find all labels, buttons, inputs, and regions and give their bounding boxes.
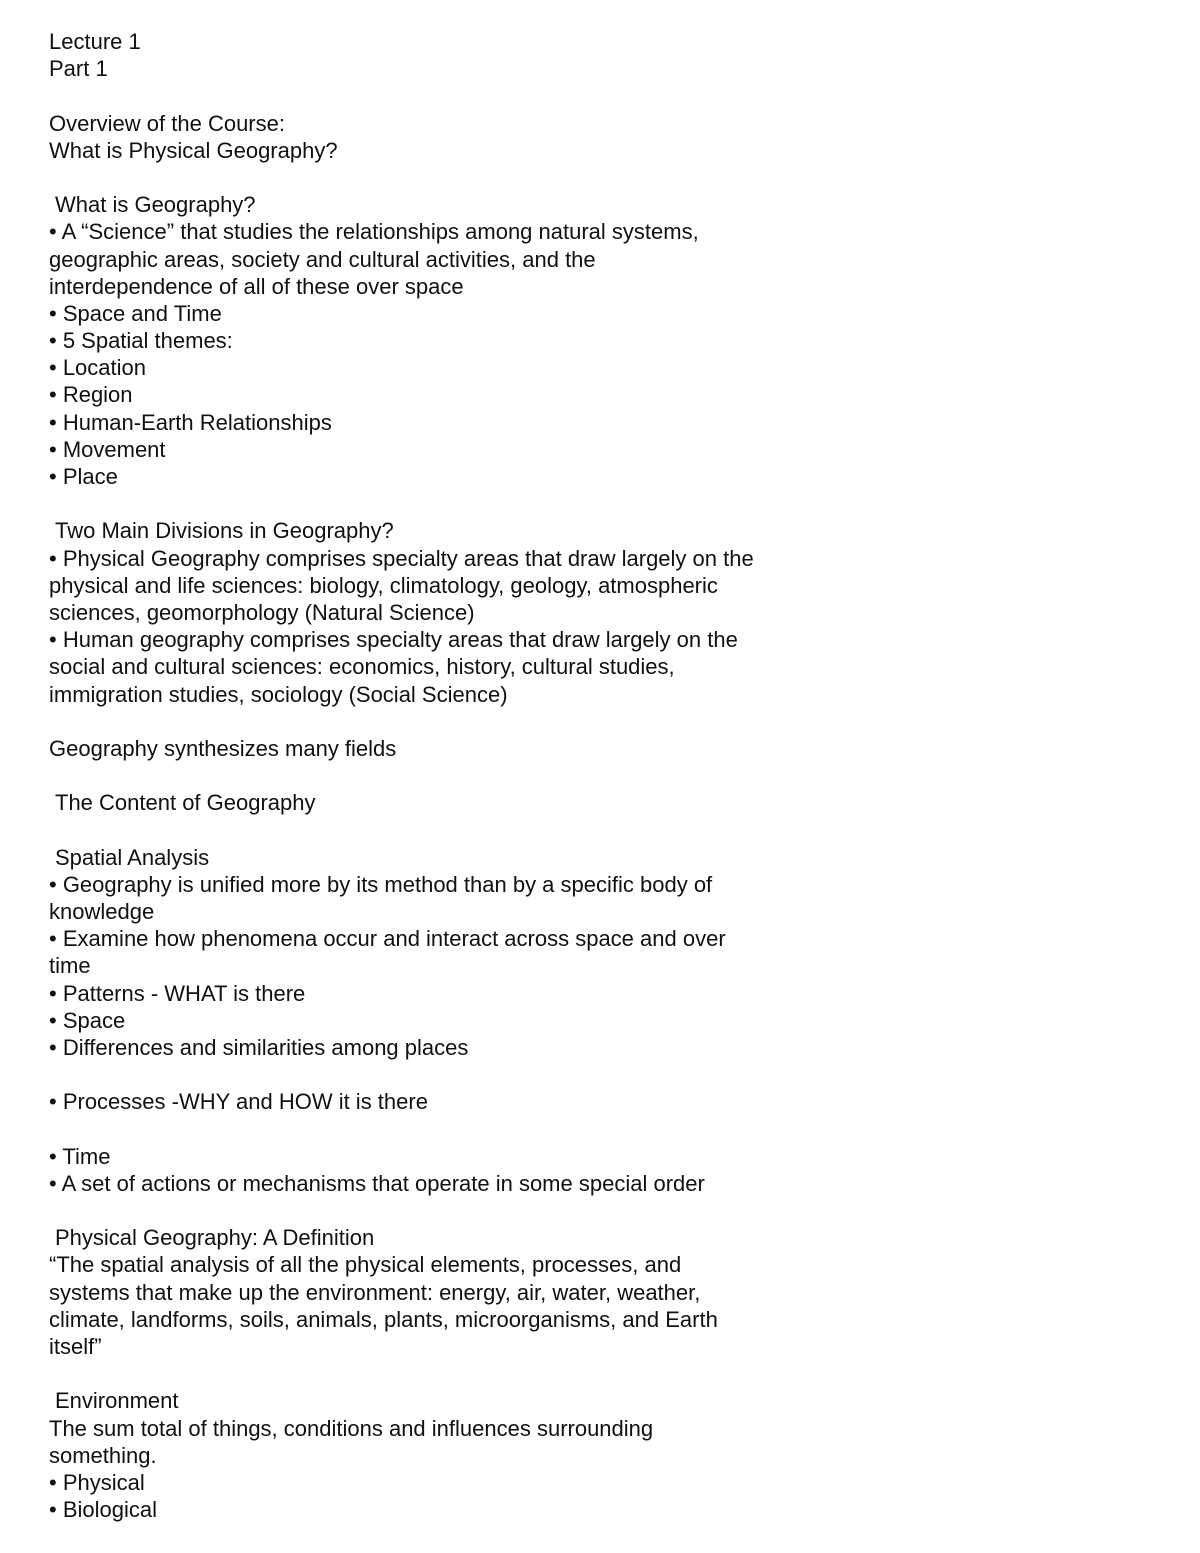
text-line: systems that make up the environment: energy, air, water, weather, xyxy=(49,1279,701,1305)
spacer xyxy=(49,762,1149,789)
bullet-item: • Movement xyxy=(49,436,166,462)
section-heading-what-is-geography: What is Geography? xyxy=(55,192,256,218)
text-line: • A “Science” that studies the relationships among natural systems, xyxy=(49,219,699,245)
overview-subheading: What is Physical Geography? xyxy=(49,137,338,163)
section-heading-environment: Environment xyxy=(55,1388,179,1414)
bullet-item: • Location xyxy=(49,355,146,381)
text-line: social and cultural sciences: economics, history, cultural studies, xyxy=(49,654,675,680)
bullet-item: • Human-Earth Relationships xyxy=(49,409,332,435)
bullet-item: • Time xyxy=(49,1143,111,1169)
section-heading-spatial-analysis: Spatial Analysis xyxy=(55,844,210,870)
overview-heading: Overview of the Course: xyxy=(49,110,285,136)
text-line: physical and life sciences: biology, climatology, geology, atmospheric xyxy=(49,572,718,598)
text-line: sciences, geomorphology (Natural Science) xyxy=(49,599,475,625)
bullet-item: • A set of actions or mechanisms that operate in some special order xyxy=(49,1170,705,1196)
text-line: • Human geography comprises specialty areas that draw largely on the xyxy=(49,627,738,653)
spacer xyxy=(49,1360,1149,1387)
spacer xyxy=(49,1197,1149,1224)
bullet-item: • 5 Spatial themes: xyxy=(49,328,233,354)
bullet-item: • Place xyxy=(49,464,118,489)
spacer xyxy=(49,164,1149,191)
bullet-item: • Space and Time xyxy=(49,300,222,326)
text-line: • Examine how phenomena occur and interact across space and over xyxy=(49,926,726,952)
lecture-number: Lecture 1 xyxy=(49,29,141,54)
spacer xyxy=(49,816,1149,843)
bullet-item: • Biological xyxy=(49,1497,157,1523)
bullet-item: • Processes -WHY and HOW it is there xyxy=(49,1089,428,1115)
section-heading-two-divisions: Two Main Divisions in Geography? xyxy=(55,518,394,544)
spacer xyxy=(49,1116,1149,1143)
spacer xyxy=(49,82,1149,109)
section-heading-definition: Physical Geography: A Definition xyxy=(55,1225,375,1251)
text-line: • Geography is unified more by its method than by a specific body of xyxy=(49,871,713,897)
text-line: “The spatial analysis of all the physical elements, processes, and xyxy=(49,1252,682,1278)
text-line: geographic areas, society and cultural activities, and the xyxy=(49,246,596,272)
bullet-item: • Differences and similarities among places xyxy=(49,1034,469,1060)
spacer xyxy=(49,1061,1149,1088)
text-line: climate, landforms, soils, animals, plants, microorganisms, and Earth xyxy=(49,1306,718,1332)
bullet-item: • Physical xyxy=(49,1469,145,1495)
spacer xyxy=(49,708,1149,735)
bullet-item: • Space xyxy=(49,1007,126,1033)
part-number: Part 1 xyxy=(49,56,108,82)
document-page xyxy=(49,28,1149,1523)
text-line: The sum total of things, conditions and influences surrounding xyxy=(49,1415,654,1441)
section-heading-content: The Content of Geography xyxy=(55,790,316,816)
text-line: Geography synthesizes many fields xyxy=(49,735,397,761)
text-line: time xyxy=(49,953,91,979)
text-line: knowledge xyxy=(49,899,155,924)
bullet-item: • Patterns - WHAT is there xyxy=(49,980,306,1006)
text-line: • Physical Geography comprises specialty areas that draw largely on the xyxy=(49,545,754,571)
bullet-item: • Region xyxy=(49,382,133,408)
text-line: interdependence of all of these over space xyxy=(49,273,464,299)
text-line: immigration studies, sociology (Social Science) xyxy=(49,681,508,707)
text-line: something. xyxy=(49,1442,157,1468)
text-line: itself” xyxy=(49,1334,102,1359)
spacer xyxy=(49,490,1149,517)
